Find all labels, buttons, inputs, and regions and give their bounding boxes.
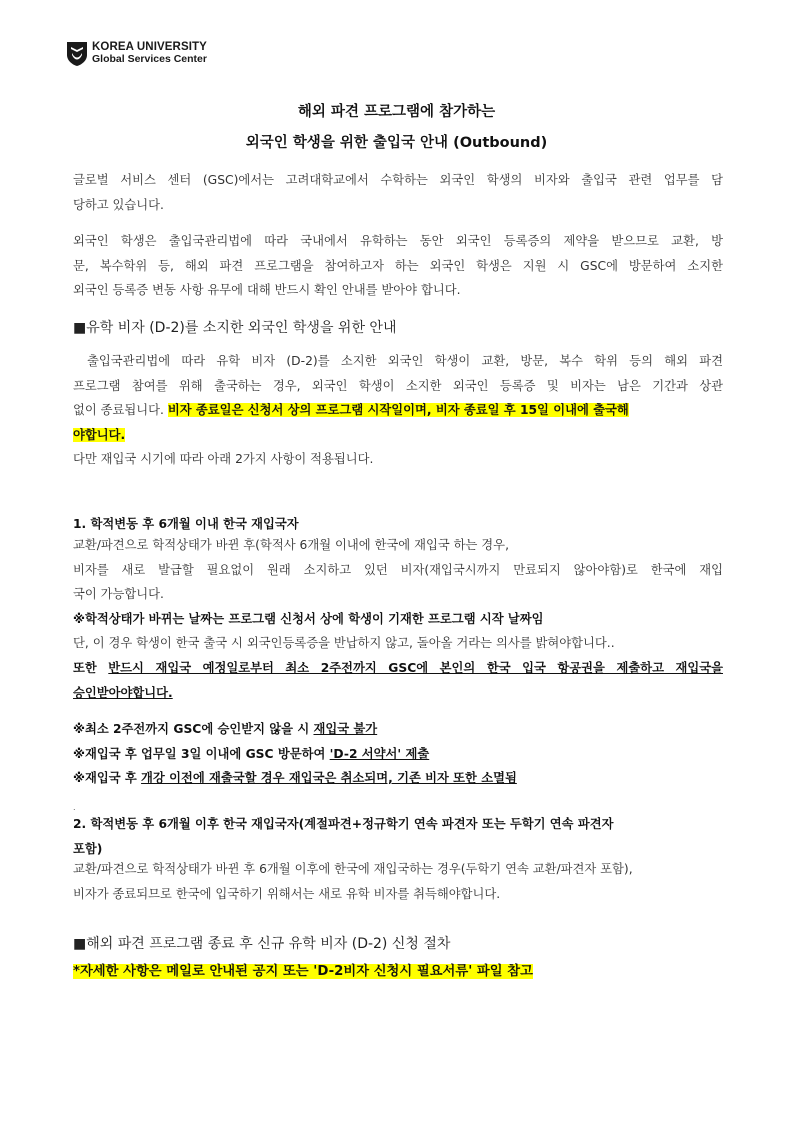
section-heading-d2-visa: ■유학 비자 (D-2)를 소지한 외국인 학생을 위한 안내 xyxy=(73,320,397,336)
highlighted-text: 야합니다. xyxy=(73,427,126,442)
case1-warnings xyxy=(73,717,723,791)
intro-paragraph-2 xyxy=(73,229,723,303)
document-title-line2: 외국인 학생을 위한 출입국 안내 (Outbound) xyxy=(245,135,548,151)
text-line: 문, 복수학위 등, 해외 파견 프로그램을 참여하고자 하는 외국인 학생은 지원 시 GSC에 방문하여 소지한 xyxy=(73,258,723,273)
underlined-text: 개강 이전에 재출국할 경우 재입국은 취소되며, 기존 비자 또한 소멸됨 xyxy=(141,771,517,786)
text-segment: 또한 xyxy=(73,660,109,675)
case1-note: ※학적상태가 바뀌는 날짜는 프로그램 신청서 상에 학생이 기재한 프로그램 시작 날짜임 xyxy=(73,611,544,626)
text-line: 당하고 있습니다. xyxy=(73,197,164,212)
highlighted-text: 비자 종료일은 신청서 상의 프로그램 시작일이며, 비자 종료일 후 15일 이내에 출국해 xyxy=(167,403,629,418)
text-line: 외국인 학생은 출입국관리법에 따라 국내에서 유학하는 동안 외국인 등록증의 제약을 받으므로 교환, 방 xyxy=(73,234,723,248)
text-line xyxy=(73,423,723,448)
case2-body xyxy=(73,857,723,906)
section2-note xyxy=(73,960,723,979)
university-logo xyxy=(66,41,207,67)
text-line: 비자를 새로 발급할 필요없이 원래 소지하고 있던 비자(재입국시까지 만료되지 않아야함)로 한국에 재입 xyxy=(73,562,723,577)
warning-line xyxy=(73,742,723,767)
text-line: 출입국관리법에 따라 유학 비자 (D-2)를 소지한 외국인 학생이 교환, 방문, 복수 학위 등의 해외 파견 xyxy=(87,354,723,368)
document-title-line1: 해외 파견 프로그램에 참가하는 xyxy=(297,104,496,120)
text-line: 글로벌 서비스 센터 (GSC)에서는 고려대학교에서 수학하는 외국인 학생의 비자와 출입국 관련 업무를 담 xyxy=(73,173,723,187)
text-line: 프로그램 참여를 위해 출국하는 경우, 외국인 학생이 소지한 외국인 등록증 및 비자는 남은 기간과 상관 xyxy=(73,378,723,393)
warning-line xyxy=(73,717,723,742)
case1-body xyxy=(73,533,723,705)
text-line xyxy=(73,656,723,681)
case1-heading: 1. 학적변동 후 6개월 이내 한국 재입국자 xyxy=(73,517,299,531)
shield-crest-icon xyxy=(66,41,88,67)
warning-line xyxy=(73,766,723,791)
underlined-text: 반드시 재입국 예정일로부터 최소 2주전까지 GSC에 본인의 한국 입국 항공권을 제출하고 재입국을 xyxy=(108,660,723,675)
center-name: Global Services Center xyxy=(92,53,207,65)
intro-paragraph-1 xyxy=(73,168,723,217)
text-line: 비자가 종료되므로 한국에 입국하기 위해서는 새로 유학 비자를 취득해야합니다. xyxy=(73,886,501,901)
separator-dot: . xyxy=(73,803,76,812)
text-line: 외국인 등록증 변동 사항 유무에 대해 반드시 확인 안내를 받아야 합니다. xyxy=(73,283,461,298)
text-line: 교환/파견으로 학적상태가 바뀐 후 6개월 이후에 한국에 재입국하는 경우(두학기 연속 교환/파견자 포함), xyxy=(73,862,633,876)
text-line: 단, 이 경우 학생이 한국 출국 시 외국인등록증을 반납하지 않고, 돌아올 거라는 의사를 밝혀야합니다.. xyxy=(73,636,615,651)
text-line: 포함) xyxy=(73,841,103,856)
highlighted-text: *자세한 사항은 메일로 안내된 공지 또는 'D-2비자 신청시 필요서류' 파일 참고 xyxy=(73,964,533,979)
case2-heading xyxy=(73,812,723,861)
underlined-text: 승인받아야합니다. xyxy=(73,685,173,700)
university-name: KOREA UNIVERSITY xyxy=(92,41,207,53)
text-segment: 없이 종료됩니다. xyxy=(73,403,168,418)
text-line: 교환/파견으로 학적상태가 바뀐 후(학적사 6개월 이내에 한국에 재입국 하는 경우, xyxy=(73,538,509,552)
text-segment: ※재입국 후 업무일 3일 이내에 GSC 방문하여 xyxy=(73,746,330,761)
text-line: 다만 재입국 시기에 따라 아래 2가지 사항이 적용됩니다. xyxy=(73,452,374,467)
text-segment: ※재입국 후 xyxy=(73,771,142,786)
underlined-text: 'D-2 서약서' 제출 xyxy=(329,746,430,761)
section1-paragraph xyxy=(73,349,723,472)
text-line: 2. 학적변동 후 6개월 이후 한국 재입국자(계절파견+정규학기 연속 파견자 또는 두학기 연속 파견자 xyxy=(73,817,614,831)
text-line: 국이 가능합니다. xyxy=(73,587,164,602)
text-segment: ※최소 2주전까지 GSC에 승인받지 않을 시 xyxy=(73,722,314,736)
text-line xyxy=(73,398,723,423)
underlined-text: 재입국 불가 xyxy=(313,722,378,736)
section-heading-new-visa: ■해외 파견 프로그램 종료 후 신규 유학 비자 (D-2) 신청 절차 xyxy=(73,936,451,952)
